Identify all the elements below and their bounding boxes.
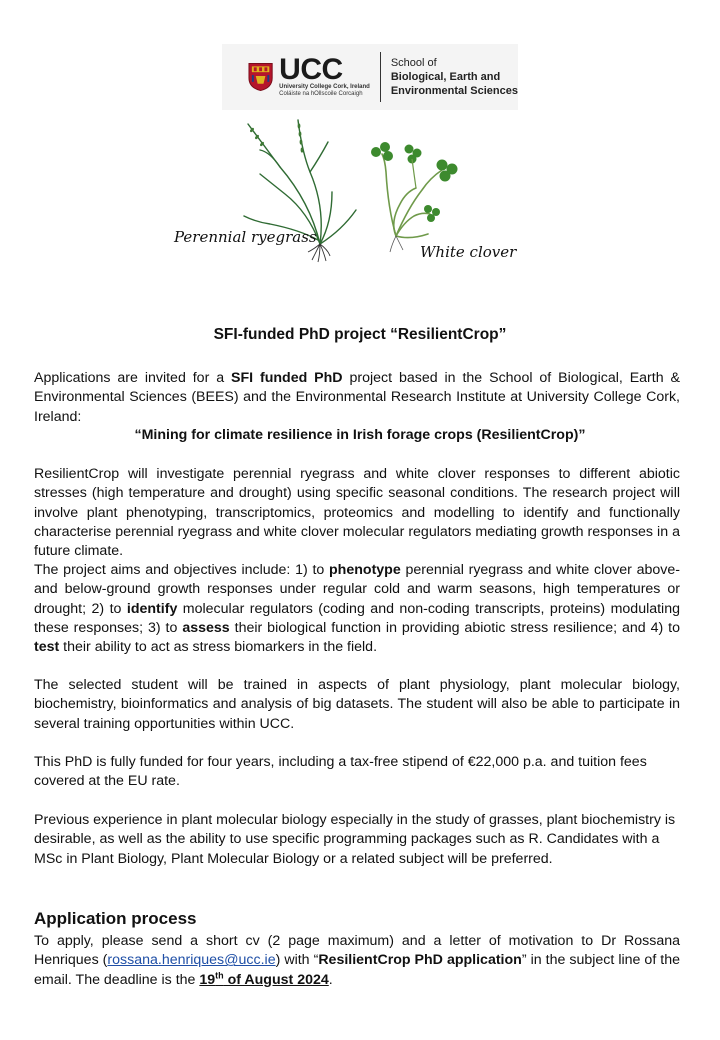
experience-paragraph: Previous experience in plant molecular biology especially in the study of grasses, plant biochemistry is desirable, as well as the ability to use specific programming packages such as R. Candidates with a MSc in Plant Biology, Plant Molecular Biology or a related subject will be preferred. [34, 812, 676, 867]
email-link[interactable]: rossana.henriques@ucc.ie [107, 952, 276, 969]
school-line-2: Biological, Earth and [390, 71, 501, 83]
project-title-quote: “Mining for climate resilience in Irish forage crops (ResilientCrop)” [134, 427, 586, 443]
deadline-ordinal: th [215, 969, 224, 980]
ucc-wordmark-text: UCC [279, 53, 343, 86]
ucc-sub-line-2: Coláiste na hOllscoile Corcaigh [279, 91, 363, 97]
aims-bold-phenotype: phenotype [329, 562, 401, 578]
aims-text-1: The project aims and objectives include: 1) to [34, 562, 330, 578]
logo-divider [380, 52, 381, 102]
intro-paragraph [34, 369, 680, 427]
deadline-day: 19 [199, 971, 216, 988]
aims-bold-assess: assess [182, 619, 230, 636]
clover-caption: White clover [420, 243, 517, 261]
page-title: SFI-funded PhD project “ResilientCrop” [213, 326, 507, 343]
intro-text-1: Applications are invited for a [34, 370, 232, 386]
application-heading: Application process [34, 909, 197, 928]
plant-illustrations [160, 112, 560, 272]
aims-bold-identify: identify [126, 600, 178, 617]
school-line-1: School of [390, 57, 437, 69]
funding-paragraph: This PhD is fully funded for four years, including a tax-free stipend of €22,000 p.a. and tuition fees covered at the EU rate. [34, 754, 647, 790]
ucc-logo-banner [222, 44, 518, 110]
application-text-1: To apply, please send a short cv (2 page maximum) and a letter of motivation to Dr Rossana Henriques ( [34, 933, 680, 969]
deadline-month-year: of August 2024 [223, 971, 329, 988]
training-paragraph: The selected student will be trained in aspects of plant physiology, plant molecular biology, biochemistry, bioinformatics and analysis of big datasets. The student will also be able to participate in several training opportunities within UCC. [34, 677, 680, 732]
deadline-date [199, 969, 329, 988]
intro-bold: SFI funded PhD [231, 370, 343, 386]
ucc-wordmark [279, 53, 370, 98]
aims-text-5: their ability to act as stress biomarkers in the field. [59, 639, 378, 656]
application-subject-line: ResilientCrop PhD application [318, 952, 522, 969]
aims-paragraph [34, 561, 680, 657]
school-line-3: Environmental Sciences [390, 85, 518, 97]
application-text-4: . [328, 971, 333, 988]
aims-text-2: perennial ryegrass and white clover above- and below-ground growth responses under regular cold and warm seasons, high temperatures or drought; 2) to [34, 562, 680, 617]
description-paragraph: ResilientCrop will investigate perennial ryegrass and white clover responses to different abiotic stresses (high temperature and drought) using specific seasonal conditions. The research project will involve plant phenotyping, transcriptomics, proteomics and modelling to identify and functionally characterise perennial ryegrass and white clover molecular regulators mediating growth responses in a future climate. [34, 466, 680, 560]
aims-text-4: their biological function in providing abiotic stress resilience; and 4) to [229, 619, 680, 636]
ucc-sub-line-1: University College Cork, Ireland [279, 84, 370, 90]
ryegrass-caption: Perennial ryegrass [174, 228, 317, 246]
school-name [391, 56, 518, 98]
ucc-crest-icon [248, 62, 273, 92]
application-text-2: ) with “ [275, 952, 319, 969]
intro-text-2: project based in the School of Biological, Earth & Environmental Sciences (BEES) and the Environmental Research Institute at University College Cork, Ireland: [34, 370, 680, 425]
aims-bold-test: test [34, 639, 60, 656]
aims-text-3: molecular regulators (coding and non-coding transcripts, proteins) modulating these responses; 3) to [34, 600, 680, 636]
application-text-3: ” in the subject line of the email. The deadline is the [34, 952, 680, 988]
application-paragraph [34, 932, 680, 990]
